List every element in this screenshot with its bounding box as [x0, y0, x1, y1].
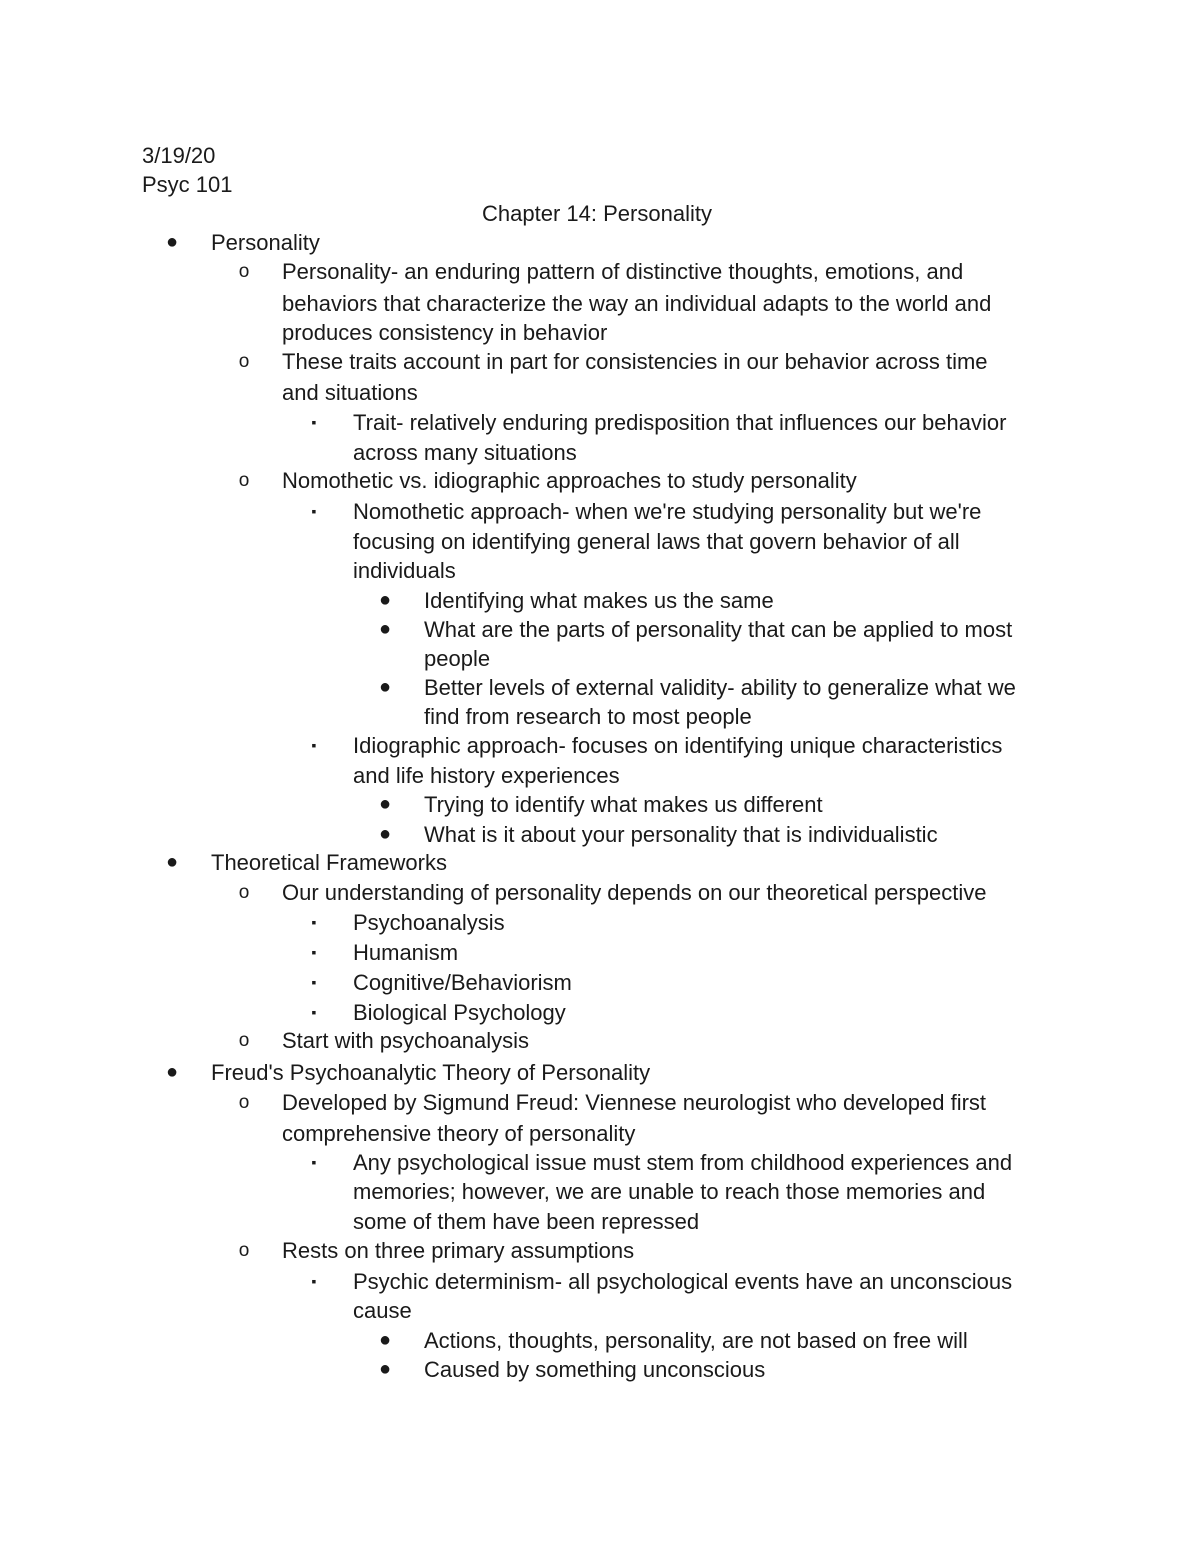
outline-item-line: Any psychological issue must stem from childhood experiences and [353, 1150, 1013, 1175]
outline-item-line: and situations [282, 380, 418, 405]
outline-item-line: individuals [353, 558, 456, 583]
outline-item-line: behaviors that characterize the way an individual adapts to the world and [282, 291, 992, 316]
square-bullet-icon: ▪ [311, 1154, 317, 1170]
outline-item-line: Better levels of external validity- ability to generalize what we [424, 675, 1016, 700]
outline-item-line: Cognitive/Behaviorism [353, 970, 572, 995]
outline-item-line: Rests on three primary assumptions [282, 1238, 635, 1263]
square-bullet-icon: ▪ [311, 414, 317, 430]
outline-item-line: What are the parts of personality that can be applied to most [424, 617, 1013, 642]
disc-bullet-icon: ● [378, 823, 392, 845]
outline-item-line: some of them have been repressed [353, 1209, 700, 1234]
outline-item-line: These traits account in part for consistencies in our behavior across time [282, 349, 988, 374]
square-bullet-icon: ▪ [311, 944, 317, 960]
outline-item-line: produces consistency in behavior [282, 320, 608, 345]
outline-item-line: Theoretical Frameworks [211, 850, 447, 875]
outline-item-line: Trait- relatively enduring predisposition that influences our behavior [353, 410, 1007, 435]
chapter-title: Chapter 14: Personality [482, 201, 712, 226]
outline-item-line: Personality [211, 230, 320, 255]
square-bullet-icon: ▪ [311, 503, 317, 519]
circle-bullet-icon: o [238, 882, 250, 903]
square-bullet-icon: ▪ [311, 737, 317, 753]
outline-item-line: focusing on identifying general laws that govern behavior of all [353, 529, 960, 554]
outline-item-line: Actions, thoughts, personality, are not based on free will [424, 1328, 968, 1353]
outline-item-line: Humanism [353, 940, 459, 965]
disc-bullet-icon: ● [378, 676, 392, 698]
outline-item-line: across many situations [353, 440, 577, 465]
outline-item-line: Nomothetic vs. idiographic approaches to study personality [282, 468, 857, 493]
disc-bullet-icon: ● [378, 589, 392, 611]
outline-item-line: find from research to most people [424, 704, 752, 729]
circle-bullet-icon: o [238, 261, 250, 282]
outline-item-line: Idiographic approach- focuses on identifying unique characteristics [353, 733, 1003, 758]
circle-bullet-icon: o [238, 1092, 250, 1113]
outline-item-line: people [424, 646, 491, 671]
outline-item-line: Personality- an enduring pattern of distinctive thoughts, emotions, and [282, 259, 964, 284]
outline-item-line: Start with psychoanalysis [282, 1028, 529, 1053]
outline-item-line: cause [353, 1298, 412, 1323]
outline-item-line: Trying to identify what makes us different [424, 792, 823, 817]
outline-item-line: memories; however, we are unable to reach those memories and [353, 1179, 986, 1204]
disc-bullet-icon: ● [165, 231, 179, 253]
outline-item-line: comprehensive theory of personality [282, 1121, 636, 1146]
disc-bullet-icon: ● [165, 851, 179, 873]
outline-item-line: Biological Psychology [353, 1000, 566, 1025]
square-bullet-icon: ▪ [311, 974, 317, 990]
outline-item-line: Our understanding of personality depends on our theoretical perspective [282, 880, 987, 905]
circle-bullet-icon: o [238, 470, 250, 491]
square-bullet-icon: ▪ [311, 914, 317, 930]
outline-item-line: What is it about your personality that is individualistic [424, 822, 938, 847]
circle-bullet-icon: o [238, 1240, 250, 1261]
outline-item-line: Caused by something unconscious [424, 1357, 766, 1382]
square-bullet-icon: ▪ [311, 1004, 317, 1020]
note-date: 3/19/20 [142, 143, 216, 168]
outline-item-line: Nomothetic approach- when we're studying personality but we're [353, 499, 982, 524]
circle-bullet-icon: o [238, 351, 250, 372]
square-bullet-icon: ▪ [311, 1273, 317, 1289]
outline-item-line: Developed by Sigmund Freud: Viennese neurologist who developed first [282, 1090, 987, 1115]
outline-item-line: Freud's Psychoanalytic Theory of Personality [211, 1060, 651, 1085]
outline-item-line: and life history experiences [353, 763, 620, 788]
disc-bullet-icon: ● [165, 1061, 179, 1083]
disc-bullet-icon: ● [378, 1358, 392, 1380]
disc-bullet-icon: ● [378, 793, 392, 815]
circle-bullet-icon: o [238, 1030, 250, 1051]
disc-bullet-icon: ● [378, 1329, 392, 1351]
outline-item-line: Identifying what makes us the same [424, 588, 774, 613]
outline-item-line: Psychic determinism- all psychological events have an unconscious [353, 1269, 1013, 1294]
disc-bullet-icon: ● [378, 618, 392, 640]
outline-item-line: Psychoanalysis [353, 910, 505, 935]
course-name: Psyc 101 [142, 172, 233, 197]
